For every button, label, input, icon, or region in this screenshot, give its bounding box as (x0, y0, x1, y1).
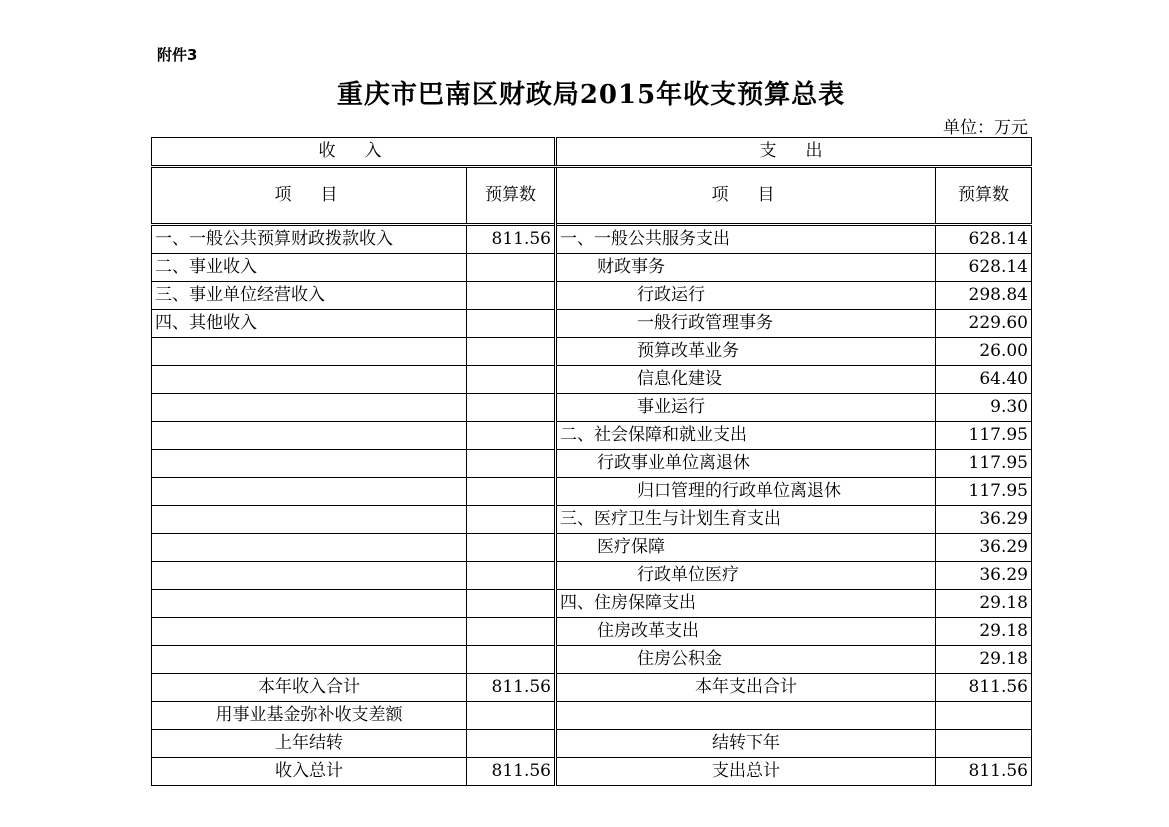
page-title: 重庆市巴南区财政局2015年收支预算总表 (336, 80, 846, 110)
income-item-cell (152, 506, 467, 534)
expenditure-item-header: 项 目 (556, 167, 936, 225)
income-item-cell (152, 338, 467, 366)
income-amount-cell (467, 394, 556, 422)
income-item-header: 项 目 (152, 167, 467, 225)
expenditure-amount-cell: 29.18 (936, 646, 1032, 674)
expenditure-item-cell: 行政运行 (556, 282, 936, 310)
income-amount-cell: 811.56 (467, 225, 556, 254)
total-expenditure-item-cell (556, 702, 936, 730)
table-row (152, 562, 1032, 590)
table-row (152, 534, 1032, 562)
income-amount-cell (467, 422, 556, 450)
total-expenditure-amount-cell: 811.56 (936, 758, 1032, 786)
total-row (152, 702, 1032, 730)
table-row (152, 506, 1032, 534)
total-income-amount-cell: 811.56 (467, 674, 556, 702)
total-income-amount-cell: 811.56 (467, 758, 556, 786)
expenditure-amount-cell: 628.14 (936, 254, 1032, 282)
expenditure-item-cell: 住房公积金 (556, 646, 936, 674)
expenditure-item-cell: 二、社会保障和就业支出 (556, 422, 936, 450)
table-row (152, 310, 1032, 338)
table-row (152, 646, 1032, 674)
income-item-cell: 一、一般公共预算财政拨款收入 (152, 225, 467, 254)
income-section-header: 收 入 (152, 138, 556, 167)
expenditure-amount-cell: 64.40 (936, 366, 1032, 394)
income-amount-cell (467, 506, 556, 534)
table-row (152, 422, 1032, 450)
income-amount-cell (467, 534, 556, 562)
income-amount-cell (467, 254, 556, 282)
income-item-cell: 二、事业收入 (152, 254, 467, 282)
total-income-item-cell: 上年结转 (152, 730, 467, 758)
expenditure-amount-cell: 29.18 (936, 590, 1032, 618)
total-income-amount-cell (467, 730, 556, 758)
income-item-cell (152, 590, 467, 618)
income-item-cell: 三、事业单位经营收入 (152, 282, 467, 310)
total-expenditure-item-cell: 本年支出合计 (556, 674, 936, 702)
expenditure-amount-cell: 26.00 (936, 338, 1032, 366)
total-income-item-cell: 本年收入合计 (152, 674, 467, 702)
income-amount-cell (467, 618, 556, 646)
table-row (152, 478, 1032, 506)
income-amount-cell (467, 310, 556, 338)
total-expenditure-item-cell: 结转下年 (556, 730, 936, 758)
income-item-cell (152, 478, 467, 506)
income-amount-header: 预算数 (467, 167, 556, 225)
unit-label: 单位：万元 (943, 118, 1028, 138)
income-item-cell (152, 422, 467, 450)
expenditure-amount-cell: 298.84 (936, 282, 1032, 310)
expenditure-item-cell: 预算改革业务 (556, 338, 936, 366)
income-amount-cell (467, 562, 556, 590)
table-row (152, 590, 1032, 618)
expenditure-amount-cell: 628.14 (936, 225, 1032, 254)
total-row (152, 674, 1032, 702)
income-amount-cell (467, 366, 556, 394)
expenditure-amount-cell: 117.95 (936, 422, 1032, 450)
income-item-cell (152, 646, 467, 674)
table-row (152, 394, 1032, 422)
total-income-item-cell: 用事业基金弥补收支差额 (152, 702, 467, 730)
expenditure-amount-cell: 36.29 (936, 534, 1032, 562)
income-item-cell (152, 450, 467, 478)
expenditure-item-cell: 信息化建设 (556, 366, 936, 394)
expenditure-item-cell: 一般行政管理事务 (556, 310, 936, 338)
income-amount-cell (467, 282, 556, 310)
total-row (152, 758, 1032, 786)
expenditure-item-cell: 一、一般公共服务支出 (556, 225, 936, 254)
budget-table (151, 137, 1032, 786)
expenditure-amount-cell: 36.29 (936, 506, 1032, 534)
income-item-cell (152, 394, 467, 422)
expenditure-item-cell: 行政事业单位离退休 (556, 450, 936, 478)
expenditure-amount-cell: 36.29 (936, 562, 1032, 590)
total-expenditure-item-cell: 支出总计 (556, 758, 936, 786)
table-row (152, 450, 1032, 478)
table-row (152, 282, 1032, 310)
total-expenditure-amount-cell (936, 702, 1032, 730)
expenditure-amount-header: 预算数 (936, 167, 1032, 225)
expenditure-item-cell: 财政事务 (556, 254, 936, 282)
expenditure-item-cell: 住房改革支出 (556, 618, 936, 646)
expenditure-item-cell: 行政单位医疗 (556, 562, 936, 590)
header-row-columns (152, 167, 1032, 225)
table-row (152, 338, 1032, 366)
income-item-cell: 四、其他收入 (152, 310, 467, 338)
income-item-cell (152, 562, 467, 590)
total-row (152, 730, 1032, 758)
expenditure-section-header: 支 出 (556, 138, 1032, 167)
total-income-item-cell: 收入总计 (152, 758, 467, 786)
table-row (152, 225, 1032, 254)
expenditure-amount-cell: 29.18 (936, 618, 1032, 646)
income-item-cell (152, 534, 467, 562)
expenditure-item-cell: 三、医疗卫生与计划生育支出 (556, 506, 936, 534)
header-row-sections (152, 138, 1032, 167)
total-income-amount-cell (467, 702, 556, 730)
income-amount-cell (467, 338, 556, 366)
income-item-cell (152, 618, 467, 646)
expenditure-item-cell: 归口管理的行政单位离退休 (556, 478, 936, 506)
attachment-label: 附件3 (157, 46, 198, 64)
table-row (152, 366, 1032, 394)
expenditure-amount-cell: 117.95 (936, 478, 1032, 506)
income-amount-cell (467, 590, 556, 618)
table-row (152, 254, 1032, 282)
expenditure-amount-cell: 117.95 (936, 450, 1032, 478)
total-expenditure-amount-cell: 811.56 (936, 674, 1032, 702)
income-amount-cell (467, 450, 556, 478)
income-amount-cell (467, 478, 556, 506)
expenditure-item-cell: 医疗保障 (556, 534, 936, 562)
expenditure-amount-cell: 229.60 (936, 310, 1032, 338)
table-row (152, 618, 1032, 646)
total-expenditure-amount-cell (936, 730, 1032, 758)
income-amount-cell (467, 646, 556, 674)
expenditure-item-cell: 四、住房保障支出 (556, 590, 936, 618)
expenditure-amount-cell: 9.30 (936, 394, 1032, 422)
income-item-cell (152, 366, 467, 394)
expenditure-item-cell: 事业运行 (556, 394, 936, 422)
